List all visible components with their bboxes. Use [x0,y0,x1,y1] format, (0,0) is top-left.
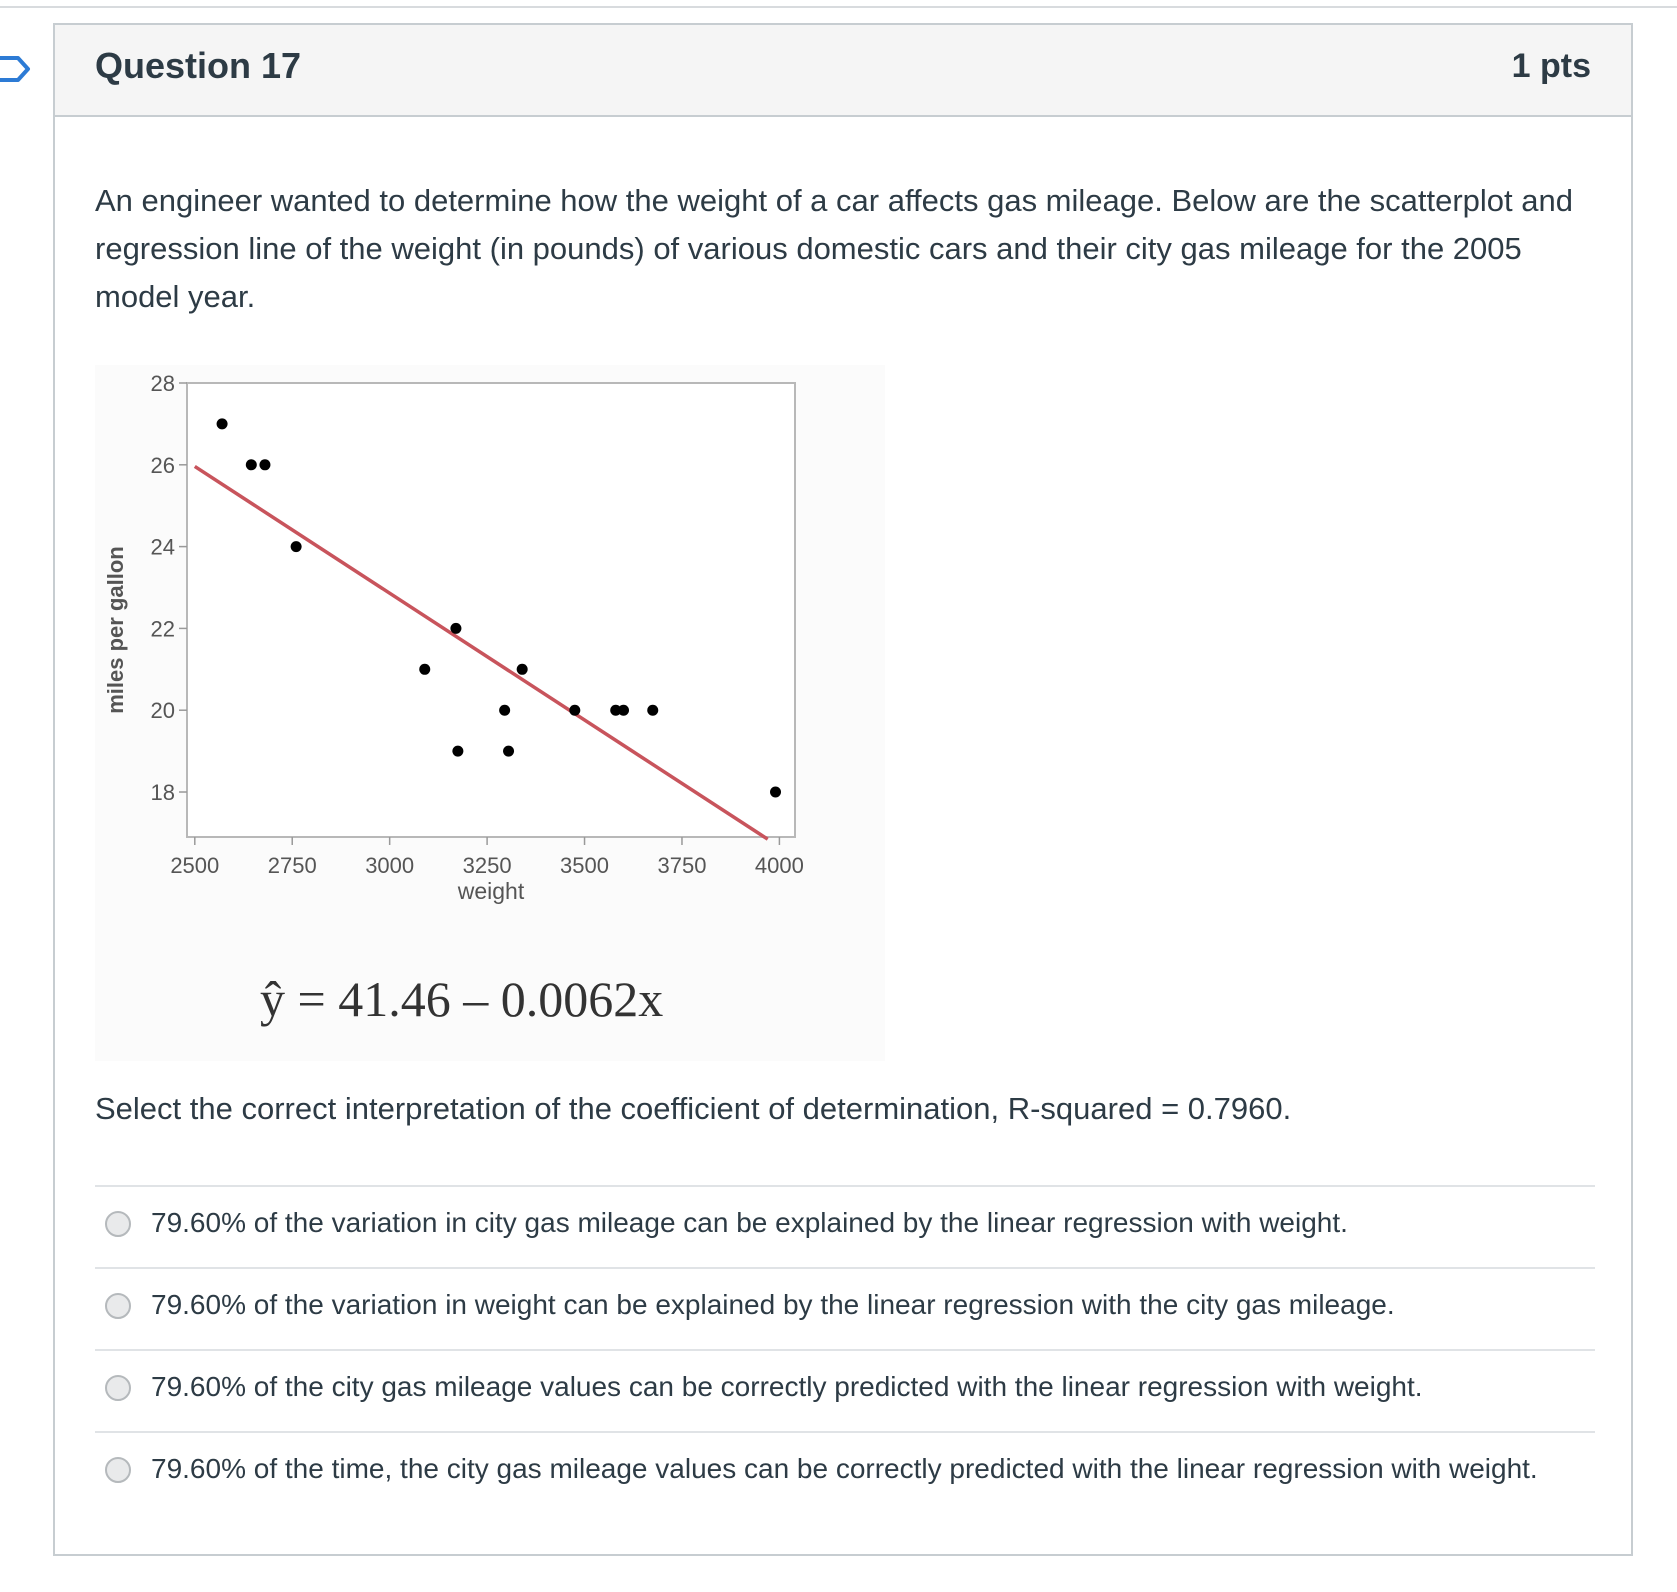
data-point [569,705,580,716]
radio-button[interactable] [105,1457,131,1483]
question-points: 1 pts [1511,47,1591,85]
data-point [450,623,461,634]
radio-button[interactable] [105,1293,131,1319]
data-point [647,705,658,716]
y-axis-label: miles per gallon [103,546,128,714]
x-tick-label: 2500 [170,853,220,878]
data-point [770,787,781,798]
data-point [291,541,302,552]
answer-option-4[interactable] [95,1431,1595,1513]
x-tick-label: 3750 [657,853,707,878]
question-prompt: An engineer wanted to determine how the weight of a car affects gas mileage. Below are the scatterplot and regression line of the weight (in pounds) of various domestic cars and their city gas mileage for the 2005 model year. [95,183,1573,314]
x-tick-label: 2750 [267,853,317,878]
x-tick-label: 3000 [365,853,415,878]
answer-option-3[interactable] [95,1349,1595,1431]
answer-option-2[interactable] [95,1267,1595,1349]
data-point [246,459,257,470]
answer-list [95,1185,1595,1513]
answer-option-1[interactable] [95,1185,1595,1267]
y-tick-label: 18 [150,780,175,806]
scatterplot-figure [95,365,885,1061]
data-point [517,664,528,675]
top-divider [0,6,1677,8]
data-point [419,664,430,675]
data-point [503,746,514,757]
flag-question-icon[interactable] [0,54,34,84]
regression-equation: ŷ = 41.46 – 0.0062x [260,971,664,1027]
x-tick-label: 3500 [560,853,610,878]
plot-frame [187,383,795,837]
x-axis-label: weight [457,878,525,904]
radio-button[interactable] [105,1375,131,1401]
y-tick-label: 24 [150,534,175,560]
x-tick-label: 4000 [754,853,804,878]
y-tick-label: 20 [150,698,175,724]
y-tick-label: 28 [150,371,175,396]
scatterplot-chart [95,365,885,965]
data-point [618,705,629,716]
answer-label: 79.60% of the variation in city gas mileage can be explained by the linear regression with weight. [151,1207,1348,1238]
question-card [53,23,1633,1556]
y-tick-label: 26 [150,452,175,478]
question-title: Question 17 [95,45,302,86]
x-tick-label: 3250 [462,853,512,878]
answer-label: 79.60% of the variation in weight can be explained by the linear regression with the city gas mileage. [151,1289,1395,1320]
question-header [55,25,1631,117]
radio-button[interactable] [105,1211,131,1237]
question-select-text: Select the correct interpretation of the coefficient of determination, R-squared = 0.7960. [95,1091,1292,1126]
y-tick-label: 22 [150,616,175,642]
answer-label: 79.60% of the time, the city gas mileage values can be correctly predicted with the linear regression with weight. [151,1453,1538,1484]
data-point [452,746,463,757]
data-point [259,459,270,470]
data-point [499,705,510,716]
data-point [217,418,228,429]
answer-label: 79.60% of the city gas mileage values can be correctly predicted with the linear regression with weight. [151,1371,1423,1402]
